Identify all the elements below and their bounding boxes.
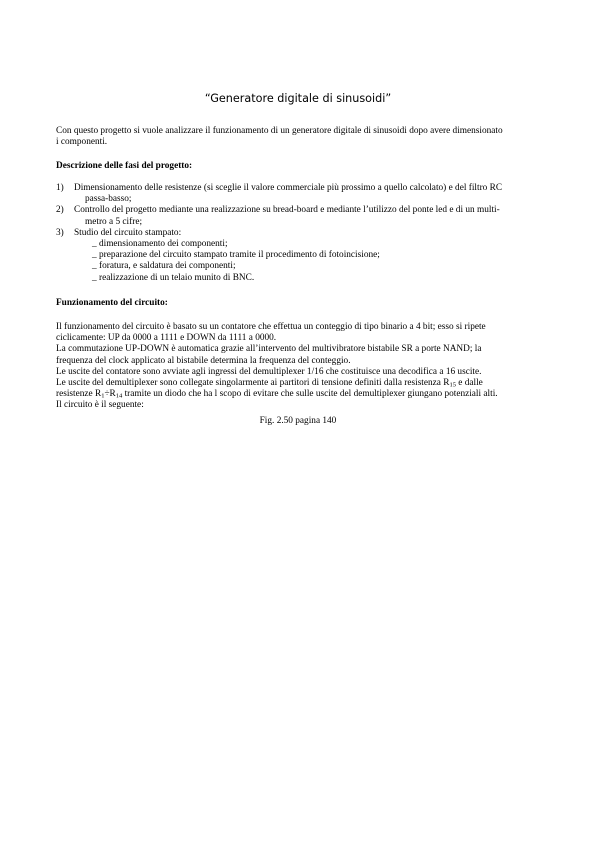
paragraph-line: Il circuito è il seguente: (56, 400, 144, 411)
phases-heading: Descrizione delle fasi del progetto: (56, 161, 193, 171)
line-text: tramite un diodo che ha l scopo di evitare che sulle uscite del demultiplexer giungano potenziali alti. (122, 389, 498, 400)
sub-item: _ foratura, e saldatura dei componenti; (92, 261, 236, 272)
intro-line: Con questo progetto si vuole analizzare il funzionamento di un generatore digitale di sinusoidi dopo avere dimensionato (56, 126, 503, 136)
paragraph-line: Il funzionamento del circuito è basato su un contatore che effettua un conteggio di tipo binario a 4 bit; esso si ripete (56, 322, 486, 332)
paragraph-line: frequenza del clock applicato al bistabile determina la frequenza del conteggio. (56, 355, 351, 366)
paragraph-line: La commutazione UP-DOWN è automatica grazie all’intervento del multivibratore bistabile SR a porte NAND; la (56, 344, 482, 355)
intro-paragraph (56, 126, 541, 148)
sub-item: _ dimensionamento dei componenti; (92, 239, 228, 250)
list-item-continuation: passa-basso; (85, 194, 132, 205)
paragraph-line (56, 389, 541, 400)
operation-paragraph (56, 322, 541, 412)
line-text: resistenze R (56, 389, 102, 400)
list-item-text: Controllo del progetto mediante una realizzazione su bread-board e mediante l’utilizzo del ponte led e di un multi- (74, 205, 500, 216)
subscript: 15 (449, 381, 456, 389)
list-item (56, 205, 541, 227)
paragraph-line (56, 378, 541, 389)
paragraph-line: ciclicamente: UP da 0000 a 1111 e DOWN da 1111 a 0000. (56, 333, 277, 344)
subscript: 1 (101, 392, 105, 400)
list-item-text: Studio del circuito stampato: (74, 227, 182, 238)
subscript: 14 (115, 392, 123, 400)
phases-list (56, 183, 541, 284)
list-item-continuation: metro a 5 cifre; (85, 216, 143, 227)
sub-item: _ realizzazione di un telaio munito di BNC. (92, 272, 255, 283)
sub-item: _ preparazione del circuito stampato tramite il procedimento di fotoincisione; (92, 250, 380, 261)
line-text: Le uscite del demultiplexer sono collegate singolarmente ai partitori di tensione definiti dalla resistenza R (56, 378, 450, 389)
line-text: e dalle (455, 378, 483, 389)
operation-heading: Funzionamento del circuito: (56, 298, 168, 308)
list-item (56, 228, 541, 284)
list-item (56, 183, 541, 205)
document-title: “Generatore digitale di sinusoidi” (204, 92, 392, 105)
figure-caption: Fig. 2.50 pagina 140 (259, 416, 337, 426)
paragraph-line: Le uscite del contatore sono avviate agli ingressi del demultiplexer 1/16 che costituisce una decodifica a 16 uscite. (56, 366, 482, 377)
list-item-number: 3) (56, 227, 64, 238)
list-item-number: 1) (56, 183, 64, 193)
list-item-text: Dimensionamento delle resistenze (si sceglie il valore commerciale più prossimo a quello calcolato) e del filtro RC (74, 183, 503, 193)
line-text: ÷R (104, 389, 116, 400)
list-item-number: 2) (56, 205, 64, 216)
intro-line: i componenti. (56, 137, 108, 148)
